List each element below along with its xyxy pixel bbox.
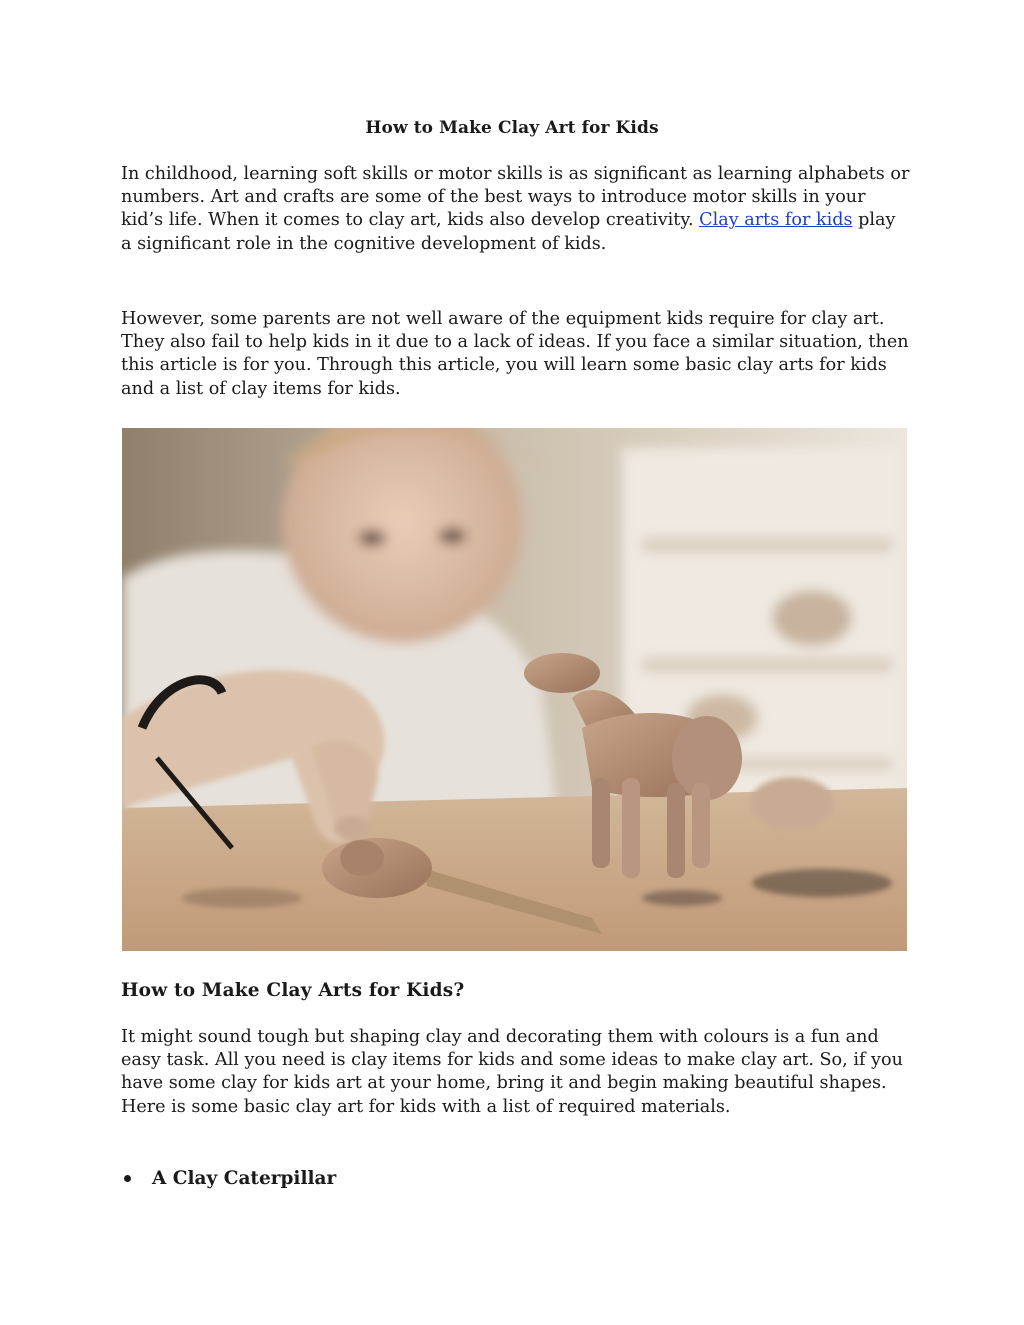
clay-art-list: [121, 1168, 336, 1189]
child-clay-photo: [122, 428, 907, 951]
list-item: [121, 1168, 336, 1189]
list-item-label: A Clay Caterpillar: [152, 1168, 337, 1189]
clay-arts-link[interactable]: Clay arts for kids: [699, 210, 853, 231]
how-to-text: It might sound tough but shaping clay and decorating them with colours is a fun and easy task. All you need is clay items for kids and some ideas to make clay art. So, if you have some clay for kids art at your home, bring it and begin making beautiful shapes.: [121, 1027, 903, 1094]
page-title: How to Make Clay Art for Kids: [365, 118, 659, 138]
how-to-paragraph: [121, 1026, 911, 1119]
intro-paragraph: [121, 163, 911, 256]
bullet-icon: [124, 1175, 131, 1182]
intro-text-before-link: In childhood, learning soft skills or motor skills is as significant as learning alphabets or numbers. Art and crafts are some of the best ways to introduce motor skills in your kid’s life. When it comes to clay art, kids also develop creativity.: [121, 164, 910, 231]
section-heading: How to Make Clay Arts for Kids?: [121, 980, 465, 1001]
materials-intro-text: Here is some basic clay art for kids with a list of required materials.: [121, 1096, 731, 1117]
equipment-paragraph: However, some parents are not well aware of the equipment kids require for clay art. They also fail to help kids in it due to a lack of ideas. If you face a similar situation, then this article is for you. Through this article, you will learn some basic clay arts for kids and a list of clay items for kids.: [121, 309, 909, 399]
intro-text-after-link: play a significant role in the cognitive development of kids.: [121, 210, 896, 254]
photo-illustration: [122, 428, 907, 951]
